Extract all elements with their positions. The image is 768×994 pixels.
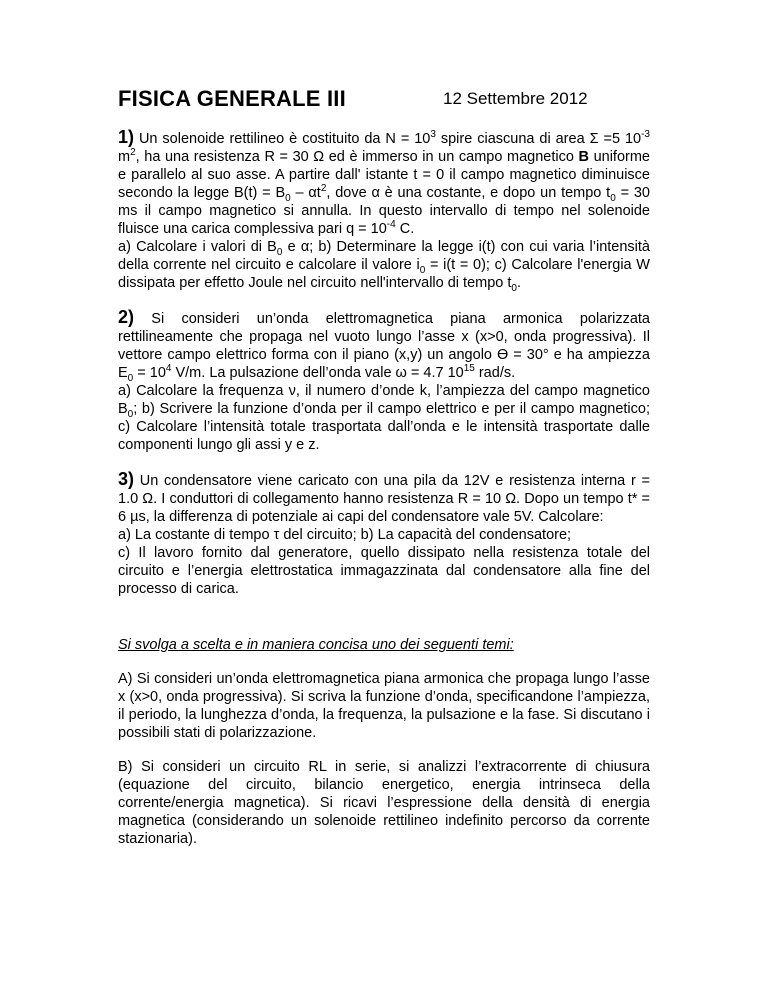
theme-b [118,758,650,848]
problem-2-text: 2) Si consideri un’onda elettromagnetica piana armonica polarizzata rettilineamente che propaga nel vuoto lungo l’asse x (x>0, onda progressiva). Il vettore campo elettrico forma con il piano (x,y) un angolo ϴ = 30° e ha ampiezza $E_0 = 10^4$ V/m. La pulsazione dell’onda vale ω = 4.7 $10^{15}$ rad/s. [118,307,650,384]
themes-heading: Si svolga a scelta e in maniera concisa uno dei seguenti temi: [118,637,514,653]
problem-2 [118,308,650,454]
themes-heading-block [118,636,650,654]
problem-2-questions: a) Calcolare la frequenza ν, il numero d’onde k, l’ampiezza del campo magnetico $B_0$; b) Scrivere la funzione d’onda per il campo elettrico e per il campo magnetico; c) Calcolare l’intensità totale trasportata dall’onda e le intensità trasportate dalle componenti lungo gli assi y e z. [118,383,650,453]
problem-1-text: 1) Un solenoide rettilineo è costituito da $N = 10^3$ spire ciascuna di area Σ =5 $10^{-3}$ $m^2$, ha una resistenza R = 30 Ω ed è immerso in un campo magnetico B uniforme e parallelo al suo asse. A partire dall' istante t = 0 il campo magnetico diminuisce secondo la legge $B(t) = B_0 - \alpha t^2$, dove α è una costante, e dopo un tempo $t_0 = 30$ ms il campo magnetico si annulla. In questo intervallo di tempo nel solenoide fluisce una carica complessiva pari $q = 10^{-4}$ C. [118,127,650,237]
exam-body [118,128,650,864]
theme-a-text: A) Si consideri un’onda elettromagnetica piana armonica che propaga lungo l’asse x (x>0, onda progressiva). Si scriva la funzione d’onda, specificandone l’ampiezza, il periodo, la lunghezza d’onda, la frequenza, la pulsazione e la fase. Si discutano i possibili stati di polarizzazione. [118,671,650,741]
exam-date: 12 Settembre 2012 [443,89,588,108]
problem-3-text: 3) Un condensatore viene caricato con una pila da 12V e resistenza interna r = 1.0 Ω. I conduttori di collegamento hanno resistenza R = 10 Ω. Dopo un tempo t* = 6 µs, la differenza di potenziale ai capi del condensatore vale 5V. Calcolare: [118,469,650,525]
spacer [118,614,650,636]
problem-1 [118,128,650,292]
problem-number: 2) [118,307,135,327]
problem-3-question-ab: a) La costante di tempo τ del circuito; b) La capacità del condensatore; [118,527,572,543]
problem-1-questions: a) Calcolare i valori di $B_0$ e α; b) Determinare la legge i(t) con cui varia l’intensità della corrente nel circuito e calcolare il valore $i_0 = i(t = 0)$; c) Calcolare l'energia W dissipata per effetto Joule nel circuito nell'intervallo di tempo $t_0$. [118,239,650,294]
theme-b-text: B) Si consideri un circuito RL in serie, si analizzi l’extracorrente di chiusura (equazione del circuito, bilancio energetico, energia intrinseca della corrente/energia magnetica). Si ricavi l’espressione della densità di energia magnetica (considerando un solenoide rettilineo indefinito percorso da corrente stazionaria). [118,759,650,847]
header [118,86,678,116]
exam-title: FISICA GENERALE III [118,86,346,111]
problem-3-question-c: c) Il lavoro fornito dal generatore, quello dissipato nella resistenza totale del circuito e l’energia elettrostatica immagazzinata dal condensatore alla fine del processo di carica. [118,545,650,597]
problem-3 [118,470,650,598]
theme-a [118,670,650,742]
problem-number: 3) [118,469,135,489]
problem-number: 1) [118,127,135,147]
